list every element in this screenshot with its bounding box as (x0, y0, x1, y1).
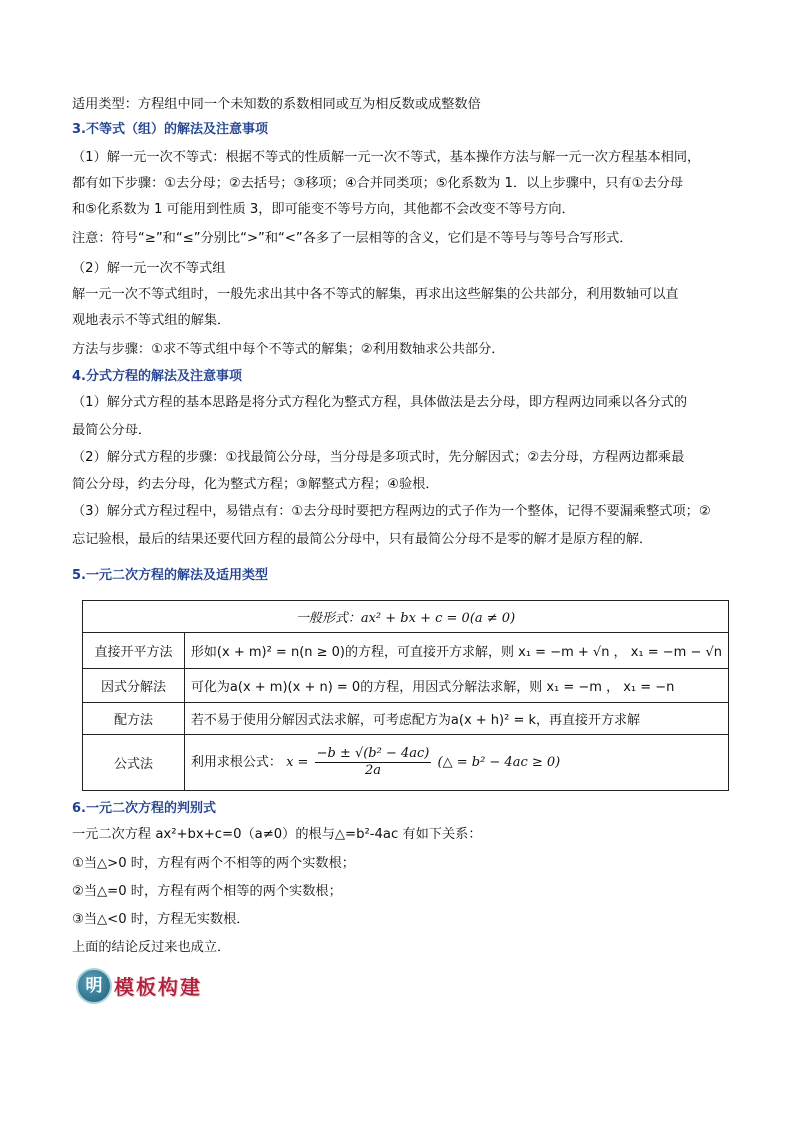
section-heading-5: 5.一元二次方程的解法及适用类型 (72, 568, 268, 583)
general-form-cell: 一般形式：ax² + bx + c = 0(a ≠ 0) (83, 601, 729, 633)
quadratic-methods-table (82, 600, 729, 791)
text-line: 方法与步骤：①求不等式组中每个不等式的解集；②利用数轴求公共部分． (72, 342, 505, 357)
text-line: 适用类型：方程组中同一个未知数的系数相同或互为相反数或成整数倍 (72, 97, 481, 112)
text-line: 简公分母，约去分母，化为整式方程；③解整式方程；④验根． (72, 477, 439, 492)
text-line: ①当△>0 时，方程有两个不相等的两个实数根； (72, 856, 355, 871)
text-line: ②当△=0 时，方程有两个相等的两个实数根； (72, 884, 342, 899)
text-line: （1）解分式方程的基本思路是将分式方程化为整式方程，具体做法是去分母，即方程两边同乘以各分式的 (72, 395, 688, 410)
formula-condition: (△ = b² − 4ac ≥ 0) (437, 755, 561, 770)
method-description: 形如(x + m)² = n(n ≥ 0)的方程，可直接开方求解，则 x₁ = −m + √n ， x₁ = −m − √n (184, 633, 728, 669)
section-heading-6: 6.一元二次方程的判别式 (72, 801, 216, 816)
section-heading-4: 4.分式方程的解法及注意事项 (72, 369, 242, 384)
table-row (83, 669, 729, 703)
table-row (83, 633, 729, 669)
method-description: 若不易于使用分解因式法求解，可考虑配方为a(x + h)² = k，再直接开方求解 (184, 703, 728, 735)
method-name: 配方法 (83, 703, 185, 735)
method-description: 可化为a(x + m)(x + n) = 0的方程，用因式分解法求解，则 x₁ = −m ， x₁ = −n (184, 669, 728, 703)
formula-numerator: −b ± √(b² − 4ac) (316, 746, 430, 761)
note-line: 注意：符号“≥”和“≤”分别比“>”和“<”各多了一层相等的含义，它们是不等号与等号合写形式． (72, 231, 633, 246)
badge-icon: 明 (76, 968, 112, 1004)
text-line: （2）解分式方程的步骤：①找最简公分母，当分母是多项式时，先分解因式；②去分母，方程两边都乘最 (72, 450, 685, 465)
text-line: 观地表示不等式组的解集． (72, 313, 231, 328)
text-line: （3）解分式方程过程中，易错点有：①去分母时要把方程两边的式子作为一个整体，记得不要漏乘整式项；② (72, 504, 711, 519)
method-name: 直接开平方法 (83, 633, 185, 669)
text-line: 一元二次方程 ax²+bx+c=0（a≠0）的根与△=b²-4ac 有如下关系： (72, 827, 482, 842)
table-row (83, 601, 729, 633)
table-row (83, 703, 729, 735)
template-build-banner (74, 966, 214, 1004)
formula-prefix: 利用求根公式： (190, 755, 282, 770)
text-line: 最简公分母． (72, 423, 152, 438)
text-line: 忘记验根，最后的结果还要代回方程的最简公分母中，只有最简公分母不是零的解才是原方程的解． (72, 532, 653, 547)
text-line: 解一元一次不等式组时，一般先求出其中各不等式的解集，再求出这些解集的公共部分，利用数轴可以直 (72, 287, 679, 302)
text-line: 都有如下步骤：①去分母；②去括号；③移项；④合并同类项；⑤化系数为 1．以上步骤中，只有①去分母 (72, 176, 684, 191)
text-line: ③当△<0 时，方程无实数根． (72, 912, 250, 927)
table-row (83, 735, 729, 791)
quadratic-formula (315, 746, 432, 779)
text-line: （2）解一元一次不等式组 (72, 261, 226, 276)
text-line: （1）解一元一次不等式：根据不等式的性质解一元一次不等式，基本操作方法与解一元一次方程基本相同， (72, 150, 701, 165)
text-line: 和⑤化系数为 1 可能用到性质 3，即可能变不等号方向，其他都不会改变不等号方向． (72, 202, 575, 217)
formula-denominator: 2a (364, 763, 381, 778)
method-name: 公式法 (83, 735, 185, 791)
method-description (184, 735, 728, 791)
text-line: 上面的结论反过来也成立． (72, 940, 231, 955)
formula-lhs: x = (286, 755, 309, 770)
section-heading-3: 3.不等式（组）的解法及注意事项 (72, 122, 268, 137)
method-name: 因式分解法 (83, 669, 185, 703)
banner-title: 模板构建 (114, 975, 202, 999)
